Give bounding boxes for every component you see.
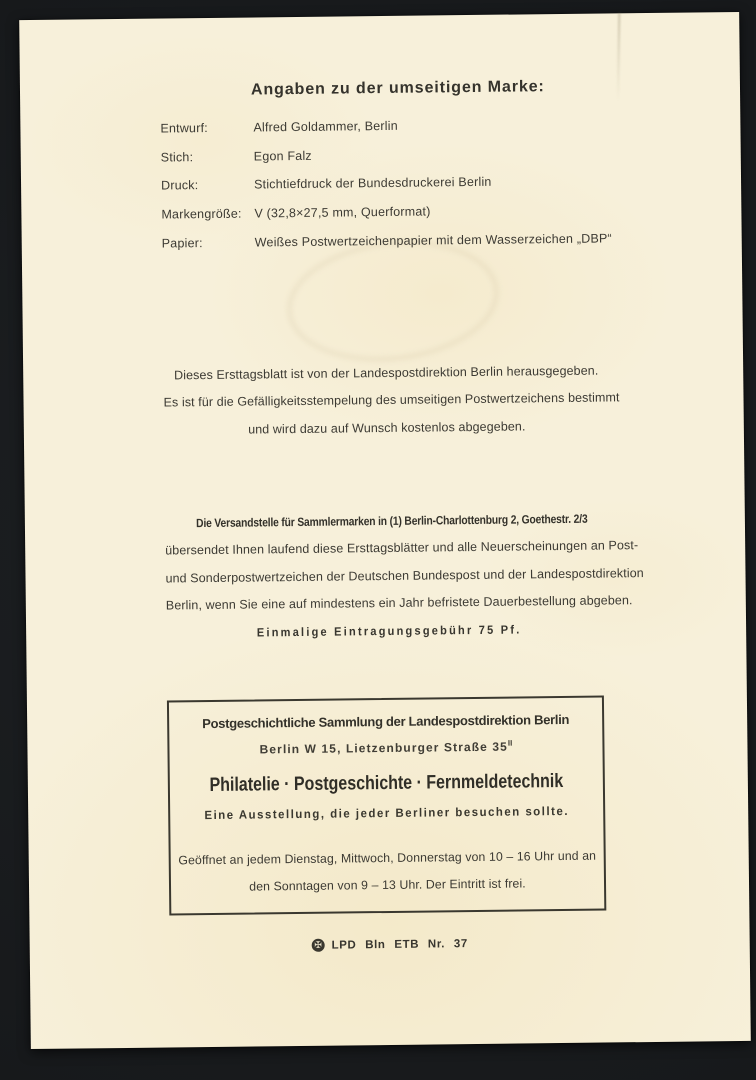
posthorn-emblem-icon: ✠: [312, 939, 325, 952]
stamp-info-table: [160, 116, 622, 265]
exhibition-hours: [171, 843, 605, 902]
note-line: und wird dazu auf Wunsch kostenlos abgegeben.: [248, 419, 526, 437]
info-label: Entwurf:: [160, 120, 208, 136]
catalog-number-line: [30, 934, 750, 955]
versandstelle-address-line: Die Versandstelle für Sammlermarken in (1) Berlin-Charlottenburg 2, Goethestr. 2/3: [196, 511, 588, 531]
ersttagsblatt-back-page: [19, 12, 751, 1049]
catalog-number-text: LPD Bln ETB Nr. 37: [331, 937, 468, 952]
exhibition-ad-box: [167, 696, 606, 916]
exhibition-headline: Philatelie · Postgeschichte · Fernmeldetechnik: [209, 769, 564, 797]
exhibition-title: Postgeschichtliche Sammlung der Landespostdirektion Berlin: [202, 711, 570, 732]
exhibition-tagline: Eine Ausstellung, die jeder Berliner besuchen sollte.: [204, 803, 570, 823]
exhibition-address: [169, 738, 602, 758]
info-value: Egon Falz: [253, 148, 312, 164]
note-line: übersendet Ihnen laufend diese Ersttagsblätter und alle Neuerscheinungen an Post-: [165, 538, 639, 558]
info-label: Papier:: [161, 235, 203, 251]
table-row: [162, 231, 622, 265]
hours-line: Geöffnet an jedem Dienstag, Mittwoch, Donnerstag von 10 – 16 Uhr und an: [178, 848, 597, 868]
issue-note-paragraph: [163, 357, 620, 444]
note-line: Dieses Ersttagsblatt ist von der Landespostdirektion Berlin herausgegeben.: [173, 363, 599, 383]
page-title: Angaben zu der umseitigen Marke:: [250, 78, 545, 99]
note-line: und Sonderpostwertzeichen der Deutschen Bundespost und der Landespostdirektion: [165, 565, 644, 586]
address-text: Berlin W 15, Lietzenburger Straße 35: [259, 739, 508, 757]
note-line: Es ist für die Gefälligkeitsstempelung des umseitigen Postwertzeichens bestimmt: [163, 390, 620, 410]
info-value: Stichtiefdruck der Bundesdruckerei Berlin: [253, 175, 492, 192]
address-floor-superscript: II: [507, 738, 513, 748]
registration-fee-line: Einmalige Eintragungsgebühr 75 Pf.: [256, 622, 522, 640]
info-value: Weißes Postwertzeichenpapier mit dem Wasserzeichen „DBP“: [254, 231, 612, 250]
info-value: V (32,8×27,5 mm, Querformat): [254, 204, 431, 221]
hours-line: den Sonntagen von 9 – 13 Uhr. Der Eintritt ist frei.: [249, 876, 526, 894]
info-label: Stich:: [160, 149, 194, 165]
info-label: Markengröße:: [161, 206, 242, 222]
info-label: Druck:: [160, 178, 199, 193]
subscription-note-paragraph: [165, 505, 644, 647]
note-line: Berlin, wenn Sie eine auf mindestens ein Jahr befristete Dauerbestellung abgeben.: [165, 593, 633, 613]
paper-crease: [617, 13, 620, 101]
info-value: Alfred Goldammer, Berlin: [253, 118, 398, 135]
